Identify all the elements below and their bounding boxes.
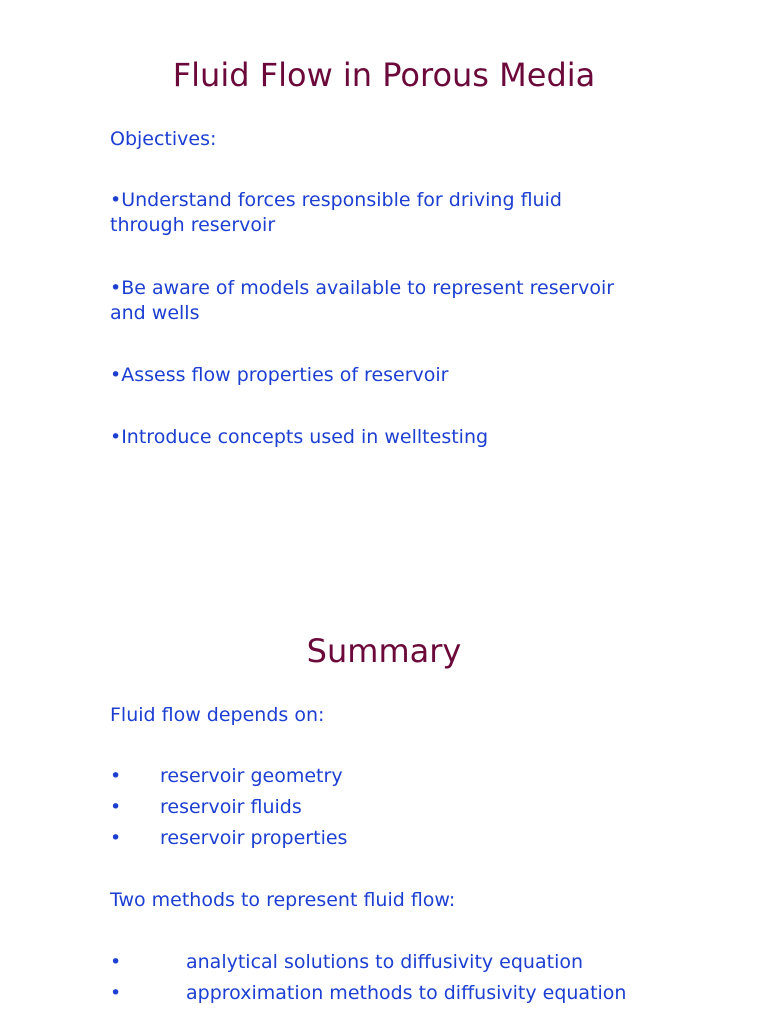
- list-item-label: reservoir geometry: [160, 765, 343, 787]
- objectives-heading: Objectives:: [110, 128, 217, 150]
- list-item-label: reservoir properties: [160, 827, 348, 849]
- bullet-icon: •: [110, 982, 122, 1004]
- objective-item: •Assess flow properties of reservoir: [110, 364, 449, 386]
- list-item-label: analytical solutions to diffusivity equation: [186, 951, 584, 973]
- objective-item: •Introduce concepts used in welltesting: [110, 426, 489, 448]
- bullet-icon: •: [110, 765, 122, 787]
- page-title: Fluid Flow in Porous Media: [172, 56, 596, 94]
- list-item-label: reservoir fluids: [160, 796, 302, 818]
- summary-title: Summary: [306, 632, 462, 670]
- bullet-icon: •: [110, 827, 122, 849]
- objective-item: •Understand forces responsible for driving fluid through reservoir: [110, 189, 562, 236]
- list-item-label: approximation methods to diffusivity equation: [186, 982, 627, 1004]
- objective-item: •Be aware of models available to represent reservoir and wells: [110, 277, 615, 324]
- methods-heading: Two methods to represent fluid flow:: [110, 889, 456, 911]
- bullet-icon: •: [110, 951, 122, 973]
- bullet-icon: •: [110, 796, 122, 818]
- depends-heading: Fluid flow depends on:: [110, 704, 325, 726]
